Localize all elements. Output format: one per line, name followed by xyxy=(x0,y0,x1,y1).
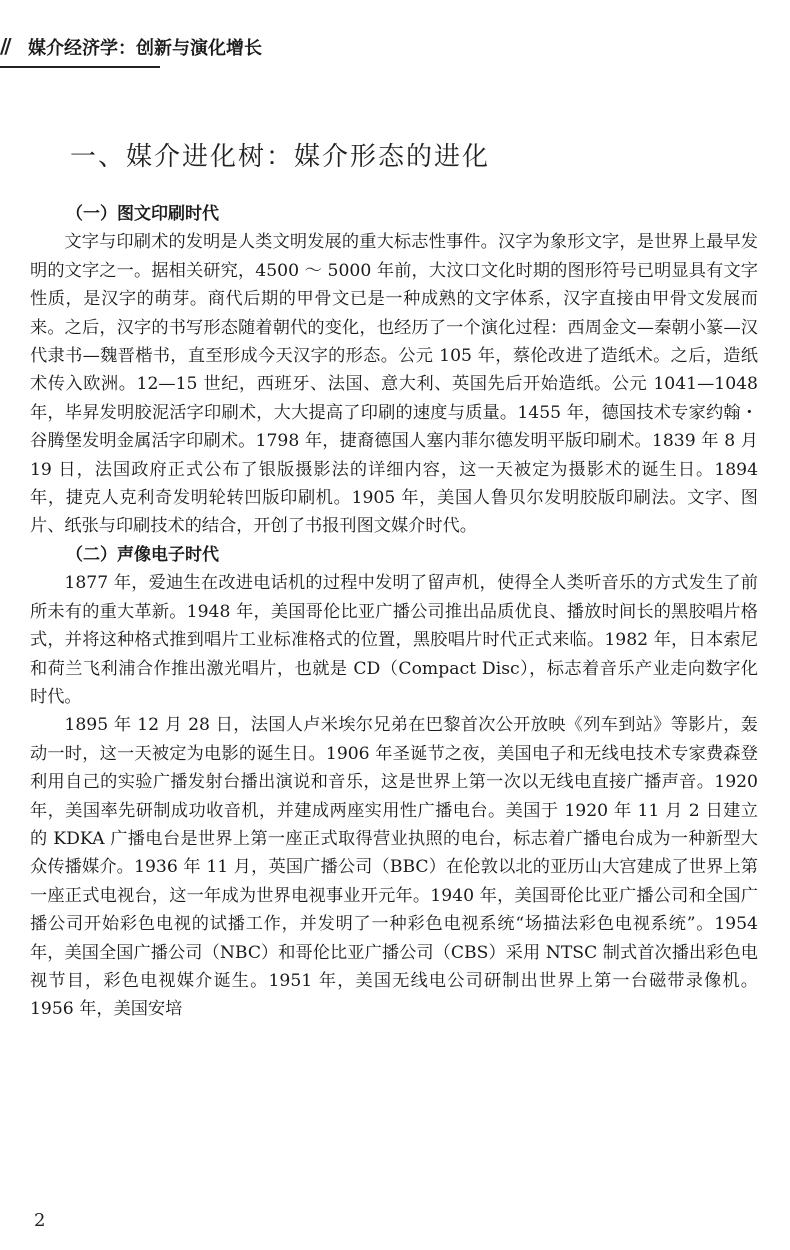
header-rule xyxy=(0,66,160,68)
paragraph-print-era: 文字与印刷术的发明是人类文明发展的重大标志性事件。汉字为象形文字，是世界上最早发明的文字之一。据相关研究，4500 ～ 5000 年前，大汶口文化时期的图形符号已明显具有文字性质，是汉字的萌芽。商代后期的甲骨文已是一种成熟的文字体系，汉字直接由甲骨文发展而来。之后，汉字的书写形态随着朝代的变化，也经历了一个演化过程：西周金文—秦朝小篆—汉代隶书—魏晋楷书，直至形成今天汉字的形态。公元 105 年，蔡伦改进了造纸术。之后，造纸术传入欧洲。12—15 世纪，西班牙、法国、意大利、英国先后开始造纸。公元 1041—1048 年，毕昇发明胶泥活字印刷术，大大提高了印刷的速度与质量。1455 年，德国技术专家约翰・谷腾堡发明金属活字印刷术。1798 年，捷裔德国人塞内菲尔德发明平版印刷术。1839 年 8 月 19 日，法国政府正式公布了银版摄影法的详细内容，这一天被定为摄影术的诞生日。1894 年，捷克人克利奇发明轮转凹版印刷机。1905 年，美国人鲁贝尔发明胶版印刷法。文字、图片、纸张与印刷技术的结合，开创了书报刊图文媒介时代。 xyxy=(30,232,758,537)
subsection-heading-electronic-era: （二）声像电子时代 xyxy=(66,544,219,565)
header-slash-ornament: // xyxy=(0,34,9,58)
running-header xyxy=(0,28,300,68)
paragraph-film-broadcast-history: 1895 年 12 月 28 日，法国人卢米埃尔兄弟在巴黎首次公开放映《列车到站》等影片，轰动一时，这一天被定为电影的诞生日。1906 年圣诞节之夜，美国电子和无线电技术专家费森登利用自己的实验广播发射台播出演说和音乐，这是世界上第一次以无线电直接广播声音。1920 年，美国率先研制成功收音机，并建成两座实用性广播电台。美国于 1920 年 11 月 2 日建立的 KDKA 广播电台是世界上第一座正式取得营业执照的电台，标志着广播电台成为一种新型大众传播媒介。1936 年 11 月，英国广播公司（BBC）在伦敦以北的亚历山大宫建成了世界上第一座正式电视台，这一年成为世界电视事业开元年。1940 年，美国哥伦比亚广播公司和全国广播公司开始彩色电视的试播工作，并发明了一种彩色电视系统“场描法彩色电视系统”。1954 年，美国全国广播公司（NBC）和哥伦比亚广播公司（CBS）采用 NTSC 制式首次播出彩色电视节目，彩色电视媒介诞生。1951 年，美国无线电公司研制出世界上第一台磁带录像机。1956 年，美国安培 xyxy=(30,715,758,1020)
page-number: 2 xyxy=(34,1210,46,1231)
body-text xyxy=(30,200,758,1024)
book-title: 媒介经济学：创新与演化增长 xyxy=(28,38,262,59)
subsection-heading-print-era: （一）图文印刷时代 xyxy=(66,204,219,224)
paragraph-audio-history: 1877 年，爱迪生在改进电话机的过程中发明了留声机，使得全人类听音乐的方式发生了前所未有的重大革新。1948 年，美国哥伦比亚广播公司推出品质优良、播放时间长的黑胶唱片格式，并将这种格式推到唱片工业标准格式的位置，黑胶唱片时代正式来临。1982 年，日本索尼和荷兰飞利浦合作推出激光唱片，也就是 CD（Compact Disc），标志着音乐产业走向数字化时代。 xyxy=(30,573,758,707)
section-title: 一、媒介进化树：媒介形态的进化 xyxy=(70,142,491,172)
